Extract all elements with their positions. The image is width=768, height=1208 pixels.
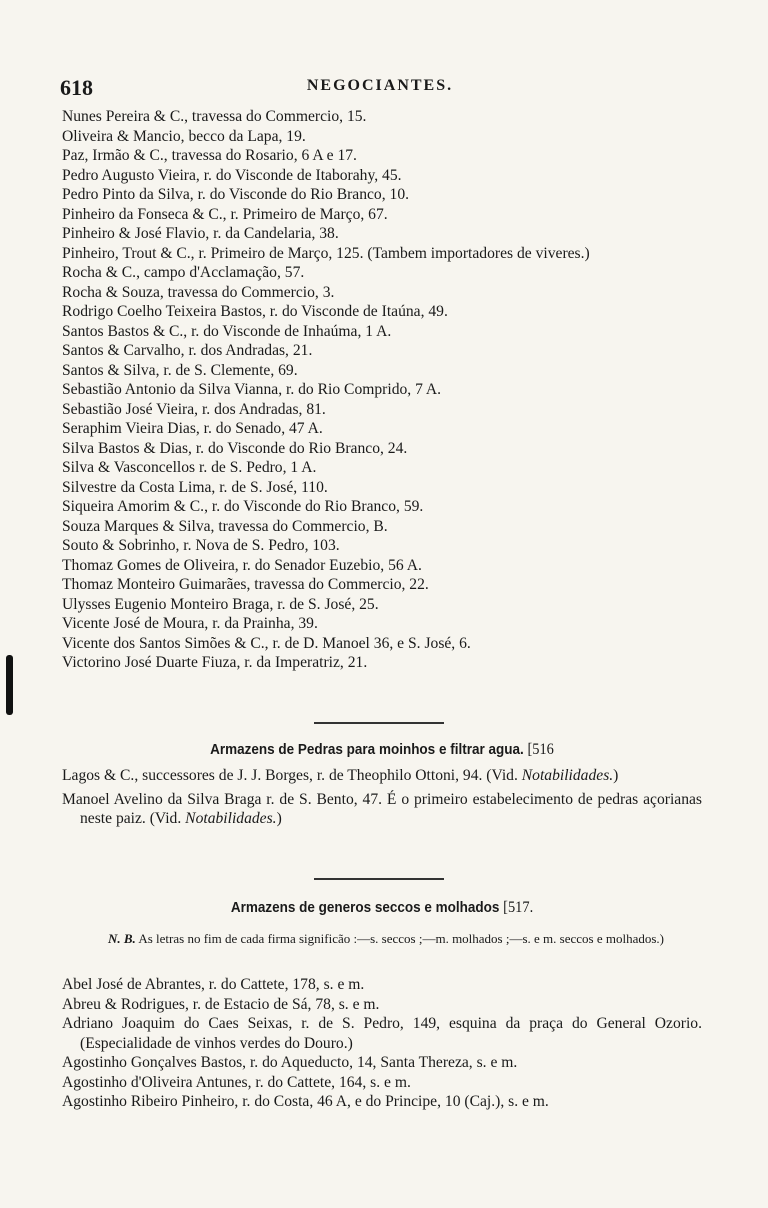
list-item: Ulysses Eugenio Monteiro Braga, r. de S. José, 25. [62, 595, 379, 613]
list-item: Nunes Pereira & C., travessa do Commercio, 15. [62, 108, 367, 125]
generos-list [62, 975, 702, 1112]
list-item: Pedro Augusto Vieira, r. do Visconde de Itaborahy, 45. [62, 166, 402, 184]
list-item: Seraphim Vieira Dias, r. do Senado, 47 A. [62, 420, 323, 437]
note-label: N. B. [107, 931, 136, 946]
list-item: Oliveira & Mancio, becco da Lapa, 19. [62, 127, 306, 145]
list-item: Abel José de Abrantes, r. do Cattete, 178, s. e m. [62, 976, 365, 993]
list-item: Rocha & C., campo d'Acclamação, 57. [62, 264, 305, 281]
section-ref: [516 [527, 741, 554, 758]
section-title: Armazens de generos seccos e molhados [230, 899, 500, 916]
list-item: Pinheiro & José Flavio, r. da Candelaria, 38. [62, 225, 339, 242]
entry-after: ) [613, 767, 619, 784]
list-item: Vicente José de Moura, r. da Prainha, 39. [62, 615, 318, 632]
page-header [60, 75, 700, 101]
entry-italic: Notabilidades. [185, 810, 277, 827]
list-item: Rocha & Souza, travessa do Commercio, 3. [62, 283, 335, 301]
list-item: Santos & Silva, r. de S. Clemente, 69. [62, 361, 298, 379]
entry-italic: Notabilidades. [521, 767, 614, 784]
list-item: Agostinho Ribeiro Pinheiro, r. do Costa, 46 A, e do Principe, 10 (Caj.), s. e m. [62, 1093, 549, 1110]
note-text: As letras no fim de cada firma significão :—s. seccos ;—m. molhados ;—s. e m. seccos e molhados.) [138, 931, 664, 946]
list-item: Pinheiro, Trout & C., r. Primeiro de Março, 125. (Tambem importadores de viveres.) [62, 244, 590, 262]
list-item: Thomaz Monteiro Guimarães, travessa do Commercio, 22. [62, 576, 429, 593]
list-item: Silva & Vasconcellos r. de S. Pedro, 1 A. [62, 459, 317, 476]
running-title: NEGOCIANTES. [306, 77, 454, 94]
entry-text: Lagos & C., successores de J. J. Borges, r. de Theophilo Ottoni, 94. (Vid. [62, 767, 518, 784]
list-item: Souto & Sobrinho, r. Nova de S. Pedro, 103. [62, 537, 340, 554]
pedras-list [62, 766, 702, 829]
list-item: Vicente dos Santos Simões & C., r. de D. Manoel 36, e S. José, 6. [62, 634, 471, 652]
list-item: Santos Bastos & C., r. do Visconde de Inhaúma, 1 A. [62, 322, 392, 340]
page-number: 618 [60, 75, 93, 100]
list-item: Sebastião Antonio da Silva Vianna, r. do Rio Comprido, 7 A. [62, 381, 442, 398]
list-item: Pinheiro da Fonseca & C., r. Primeiro de Março, 67. [62, 205, 388, 223]
list-item: Siqueira Amorim & C., r. do Visconde do Rio Branco, 59. [62, 498, 424, 515]
list-item: Agostinho Gonçalves Bastos, r. do Aqueducto, 14, Santa Thereza, s. e m. [62, 1054, 518, 1071]
list-item: Victorino José Duarte Fiuza, r. da Imperatriz, 21. [62, 654, 368, 671]
section-heading-pedras [94, 741, 670, 759]
list-item [62, 790, 702, 829]
section-title: Armazens de Pedras para moinhos e filtrar agua. [210, 741, 524, 758]
section-ref: [517. [503, 899, 534, 916]
list-item: Silva Bastos & Dias, r. do Visconde do Rio Branco, 24. [62, 439, 408, 457]
list-item: Thomaz Gomes de Oliveira, r. do Senador Euzebio, 56 A. [62, 556, 422, 574]
entry-text: Manoel Avelino da Silva Braga r. de S. Bento, 47. É o primeiro estabelecimento de pedras açorianas neste paiz. (Vid. [62, 790, 702, 827]
section-heading-generos [94, 899, 670, 917]
list-item: Agostinho d'Oliveira Antunes, r. do Cattete, 164, s. e m. [62, 1073, 411, 1091]
list-item: Santos & Carvalho, r. dos Andradas, 21. [62, 342, 313, 359]
note-nb [70, 930, 702, 947]
section-divider [314, 722, 444, 724]
section-divider [314, 878, 444, 880]
list-item: Pedro Pinto da Silva, r. do Visconde do Rio Branco, 10. [62, 186, 410, 203]
list-item: Sebastião José Vieira, r. dos Andradas, 81. [62, 400, 326, 418]
list-item: Silvestre da Costa Lima, r. de S. José, 110. [62, 478, 328, 496]
negociantes-list [62, 107, 702, 673]
list-item [62, 766, 702, 786]
margin-ink-mark [6, 655, 13, 715]
entry-after: ) [276, 810, 282, 827]
list-item: Paz, Irmão & C., travessa do Rosario, 6 A e 17. [62, 147, 357, 164]
list-item: Abreu & Rodrigues, r. de Estacio de Sá, 78, s. e m. [62, 995, 380, 1013]
list-item: Adriano Joaquim do Caes Seixas, r. de S. Pedro, 149, esquina da praça do General Ozorio. (Especialidade de vinhos verdes do Douro.) [62, 1015, 702, 1052]
list-item: Souza Marques & Silva, travessa do Commercio, B. [62, 517, 388, 535]
list-item: Rodrigo Coelho Teixeira Bastos, r. do Visconde de Itaúna, 49. [62, 303, 448, 320]
